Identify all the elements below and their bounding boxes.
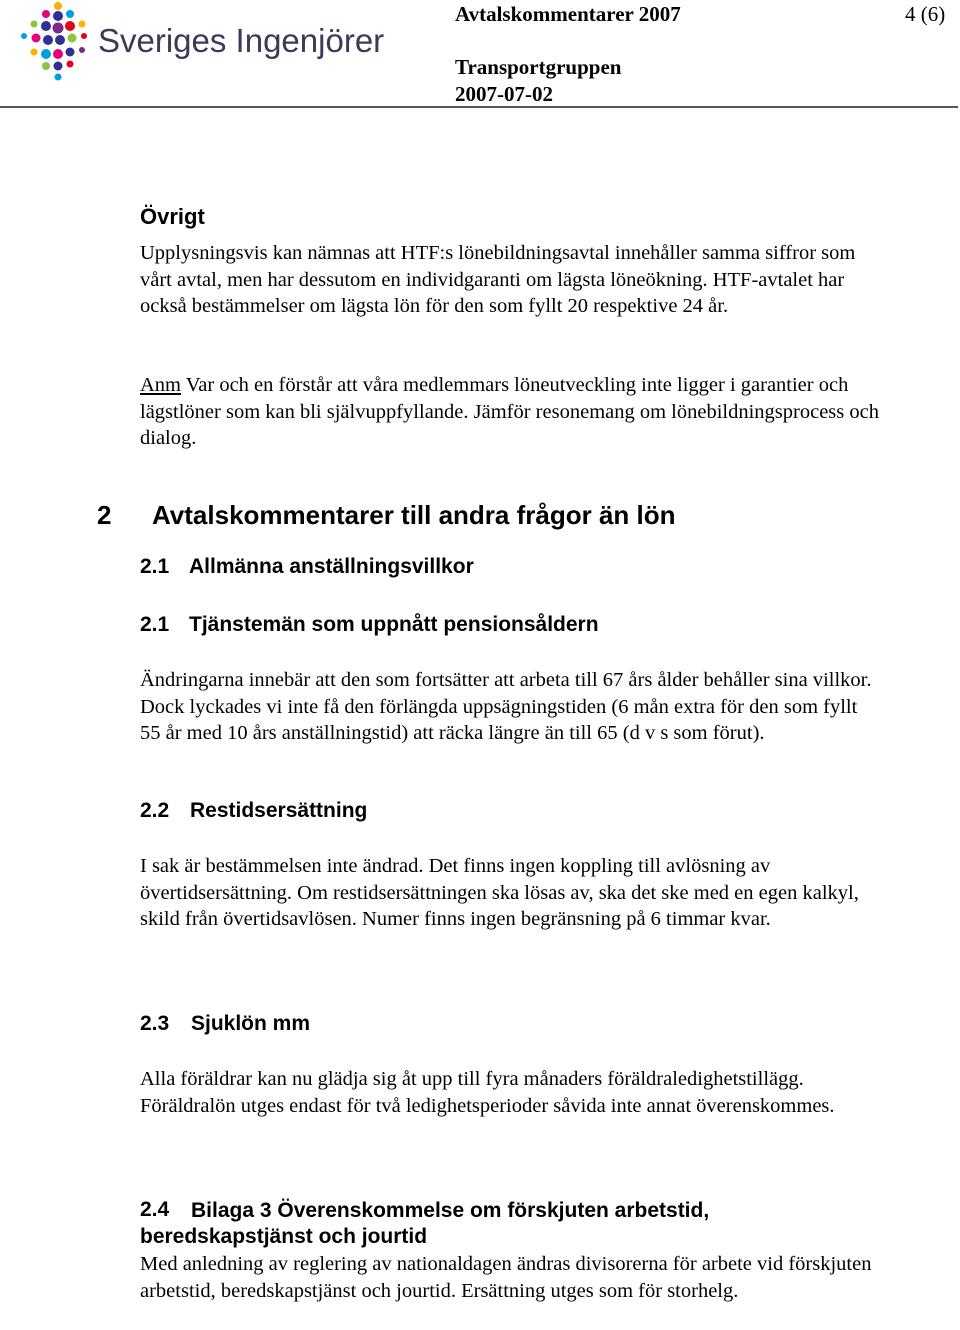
paragraph-2-3: Alla föräldrar kan nu glädja sig åt upp till fyra månaders föräldraledighetstillägg. Föräldralön utges endast för två ledighetsperioder såvida inte annat överenskommes. [140, 1068, 835, 1117]
anm-label: Anm [140, 374, 181, 396]
anm-text: Var och en förstår att våra medlemmars löneutveckling inte ligger i garantier och lägstlöner som kan bli självuppfyllande. Jämför resonemang om lönebildningsprocess och dialog. [140, 374, 879, 449]
section-2-1a-number: 2.1 [140, 555, 170, 578]
group-name: Transportgruppen [455, 55, 622, 79]
section-2-number: 2 [97, 500, 112, 530]
page-number: 4 (6) [905, 2, 946, 26]
document-title: Avtalskommentarer 2007 [455, 2, 681, 26]
section-2-1a-title: Allmänna anställningsvillkor [189, 555, 474, 578]
document-date: 2007-07-02 [455, 82, 553, 106]
section-2-1b-title: Tjänstemän som uppnått pensionsåldern [189, 613, 599, 636]
logo-dots [21, 2, 87, 81]
section-2-2-title: Restidsersättning [190, 799, 368, 822]
section-2-1b-number: 2.1 [140, 613, 170, 636]
paragraph-2-4: Med anledning av reglering av nationaldagen ändras divisorerna för arbete vid förskjuten arbetstid, beredskapstjänst och jourtid. Ersättning utges som för storhelg. [140, 1253, 872, 1302]
section-2-3-number: 2.3 [140, 1012, 170, 1035]
paragraph-2-2: I sak är bestämmelsen inte ändrad. Det finns ingen koppling till avlösning av övertidsersättning. Om restidsersättningen ska lösas av, ska det ske med en egen kalkyl, skild från övertidsavlösen. Numer finns ingen begränsning på 6 timmar kvar. [140, 855, 859, 930]
paragraph-2-1b: Ändringarna innebär att den som fortsätter att arbeta till 67 års ålder behåller sina villkor. Dock lyckades vi inte få den förlängda uppsägningstiden (6 mån extra för den som fyllt 55 år med 10 års anställningstid) att räcka längre än till 65 (d v s som förut). [140, 669, 872, 744]
section-2-4-number: 2.4 [140, 1198, 170, 1221]
section-2-title: Avtalskommentarer till andra frågor än lön [152, 500, 676, 530]
anm-paragraph [140, 372, 880, 452]
section-2-4-title: Bilaga 3 Överenskommelse om förskjuten arbetstid, beredskapstjänst och jourtid [140, 1199, 710, 1248]
section-2-3-title: Sjuklön mm [191, 1012, 311, 1035]
section-2-2-number: 2.2 [140, 799, 170, 822]
section-2-4-title-wrap [140, 1198, 820, 1250]
heading-ovrigt: Övrigt [140, 204, 205, 229]
logo-text: Sveriges Ingenjörer [98, 22, 385, 59]
sveriges-ingenjorer-logo [18, 0, 398, 82]
paragraph-ovrigt: Upplysningsvis kan nämnas att HTF:s lönebildningsavtal innehåller samma siffror som vårt avtal, men har dessutom en individgaranti om lägsta löneökning. HTF-avtalet har också bestämmelser om lägsta lön för den som fyllt 20 respektive 24 år. [140, 242, 856, 317]
header-divider [0, 106, 958, 108]
